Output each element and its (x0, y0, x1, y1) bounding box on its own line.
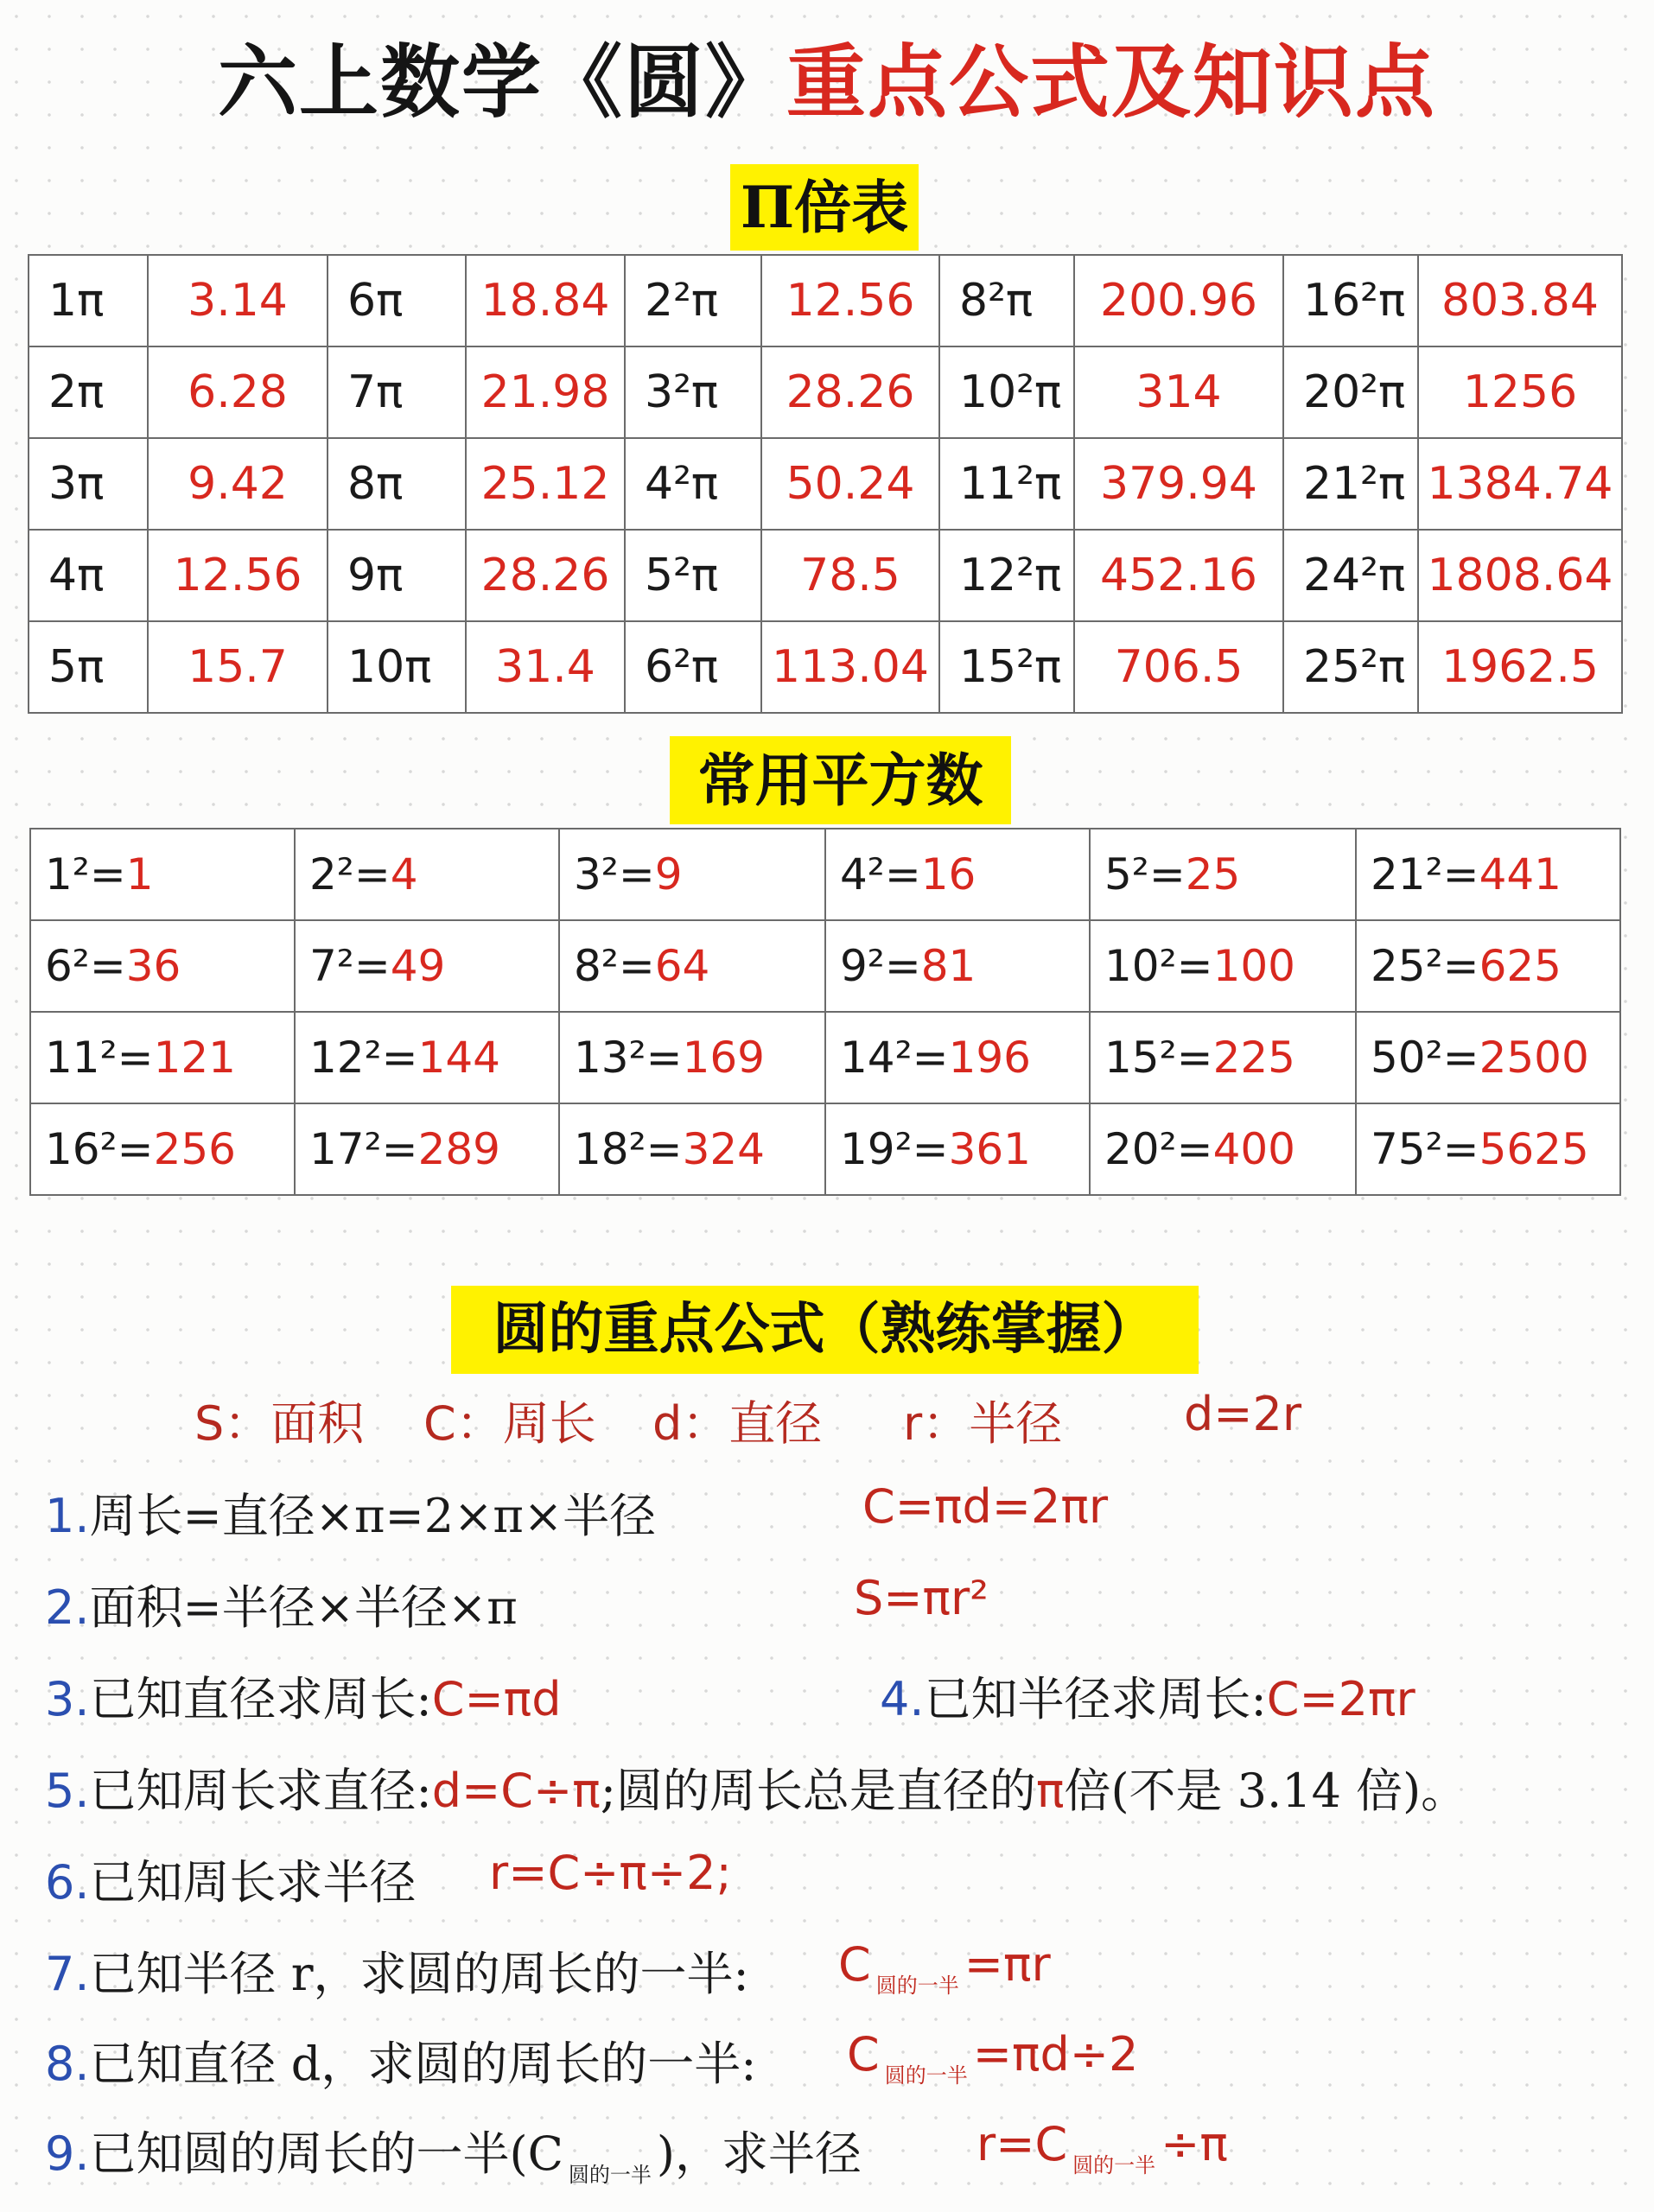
item-text: 已知周长求半径 (89, 1855, 417, 1910)
square-expression: 25²= (1371, 941, 1479, 991)
formula-item-9 (45, 2117, 862, 2188)
square-cell (825, 1012, 1090, 1103)
square-result: 49 (390, 941, 446, 991)
formula-c: C (838, 1937, 871, 1992)
formula-item-3 (45, 1662, 561, 1729)
item-number: 2. (45, 1580, 90, 1635)
legend-circumference: C：周长 (423, 1396, 596, 1451)
square-cell (559, 1103, 825, 1195)
square-result: 324 (682, 1124, 765, 1174)
legend-d-equals-2r: d=2r (1184, 1387, 1302, 1441)
pi-table-row (29, 346, 1622, 438)
pi-expression-cell: 20²π (1283, 346, 1418, 438)
page-title (0, 19, 1654, 133)
pi-table-row (29, 621, 1622, 713)
item-number: 1. (45, 1489, 90, 1543)
pi-value-cell: 803.84 (1418, 255, 1622, 346)
square-cell (30, 829, 295, 920)
pi-table-heading: Π倍表 (730, 164, 919, 251)
square-expression: 7²= (309, 941, 391, 991)
pi-value-cell: 12.56 (761, 255, 939, 346)
pi-value-cell: 9.42 (148, 438, 328, 530)
item-note: ;圆的周长总是直径的 (600, 1764, 1036, 1818)
pi-expression-cell: 5²π (625, 530, 761, 621)
item-number: 4. (880, 1672, 925, 1726)
pi-expression-cell: 21²π (1283, 438, 1418, 530)
square-result: 361 (948, 1124, 1031, 1174)
item-text: 已知半径 r，求圆的周长的一半: (89, 1947, 749, 2001)
square-cell (1356, 829, 1620, 920)
item-text: 已知半径求周长: (924, 1672, 1267, 1726)
square-expression: 11²= (45, 1033, 154, 1083)
square-expression: 19²= (840, 1124, 949, 1174)
pi-value-cell: 3.14 (148, 255, 328, 346)
legend-radius: r：半径 (903, 1396, 1063, 1451)
pi-value-cell: 1808.64 (1418, 530, 1622, 621)
pi-table-row (29, 438, 1622, 530)
formula-r-equals-c: r=C (976, 2117, 1068, 2171)
formula-item-2-expression: S=πr² (854, 1571, 989, 1625)
pi-expression-cell: 4π (29, 530, 148, 621)
subscript-half-circle: 圆的一半 (568, 2163, 652, 2187)
square-cell (559, 920, 825, 1012)
formula-rest: ÷π (1161, 2117, 1228, 2171)
pi-expression-cell: 8π (328, 438, 466, 530)
square-expression: 50²= (1371, 1033, 1479, 1083)
square-result: 2500 (1479, 1033, 1589, 1083)
formula-item-8-expression (847, 2027, 1138, 2088)
square-result: 4 (390, 849, 418, 899)
square-expression: 16²= (45, 1124, 154, 1174)
title-black-part: 六上数学《圆》 (217, 35, 786, 129)
square-result: 1 (125, 849, 154, 899)
item-text: 已知周长求直径: (89, 1764, 432, 1818)
pi-expression-cell: 24²π (1283, 530, 1418, 621)
formula-item-6-expression: r=C÷π÷2; (489, 1846, 732, 1900)
square-expression: 10²= (1104, 941, 1213, 991)
formula-heading: 圆的重点公式（熟练掌握） (451, 1286, 1199, 1374)
square-expression: 13²= (574, 1033, 683, 1083)
square-cell (30, 1012, 295, 1103)
pi-expression-cell: 2²π (625, 255, 761, 346)
formula-item-7 (45, 1937, 749, 2004)
item-number: 9. (45, 2126, 90, 2181)
square-cell (1090, 829, 1356, 920)
squares-table-row (30, 1012, 1620, 1103)
item-text: 已知圆的周长的一半(C (89, 2126, 563, 2181)
square-expression: 12²= (309, 1033, 418, 1083)
pi-expression-cell: 6π (328, 255, 466, 346)
title-red-part: 重点公式及知识点 (786, 35, 1437, 129)
pi-value-cell: 12.56 (148, 530, 328, 621)
square-expression: 3²= (574, 849, 655, 899)
item-text-end: )，求半径 (656, 2126, 862, 2181)
pi-value-cell: 1256 (1418, 346, 1622, 438)
pi-value-cell: 452.16 (1074, 530, 1283, 621)
pi-expression-cell: 3²π (625, 346, 761, 438)
item-number: 3. (45, 1672, 90, 1726)
square-expression: 8²= (574, 941, 655, 991)
square-result: 100 (1212, 941, 1295, 991)
legend-diameter: d：直径 (652, 1396, 823, 1451)
common-squares-table (29, 828, 1621, 1196)
pi-expression-cell: 8²π (939, 255, 1074, 346)
square-result: 196 (948, 1033, 1031, 1083)
square-expression: 4²= (840, 849, 921, 899)
item-text: 周长=直径×π=2×π×半径 (89, 1489, 657, 1543)
item-text: 已知直径求周长: (89, 1672, 432, 1726)
square-cell (295, 1103, 559, 1195)
pi-value-cell: 28.26 (466, 530, 625, 621)
square-expression: 20²= (1104, 1124, 1213, 1174)
pi-expression-cell: 3π (29, 438, 148, 530)
square-cell (1356, 1012, 1620, 1103)
square-cell (559, 829, 825, 920)
square-cell (295, 829, 559, 920)
item-formula: C=πd (431, 1672, 562, 1726)
square-result: 36 (125, 941, 181, 991)
squares-table-heading: 常用平方数 (670, 736, 1011, 824)
square-result: 289 (417, 1124, 500, 1174)
pi-value-cell: 31.4 (466, 621, 625, 713)
square-expression: 9²= (840, 941, 921, 991)
formula-item-1-expression: C=πd=2πr (862, 1479, 1109, 1534)
pi-expression-cell: 25²π (1283, 621, 1418, 713)
formula-c: C (847, 2027, 880, 2082)
squares-table-row (30, 1103, 1620, 1195)
item-number: 6. (45, 1855, 90, 1910)
square-cell (825, 920, 1090, 1012)
square-result: 121 (153, 1033, 236, 1083)
square-cell (1090, 1103, 1356, 1195)
formula-item-6 (45, 1846, 417, 1912)
pi-expression-cell: 16²π (1283, 255, 1418, 346)
formula-item-1 (45, 1479, 656, 1546)
item-text: 面积=半径×半径×π (89, 1580, 518, 1635)
item-formula: d=C÷π (431, 1764, 601, 1818)
subscript-half-circle: 圆的一半 (875, 1974, 959, 1998)
pi-table-row (29, 255, 1622, 346)
square-result: 144 (417, 1033, 500, 1083)
formula-item-2 (45, 1571, 518, 1637)
square-expression: 18²= (574, 1124, 683, 1174)
pi-expression-cell: 10π (328, 621, 466, 713)
pi-value-cell: 50.24 (761, 438, 939, 530)
square-cell (825, 829, 1090, 920)
square-expression: 14²= (840, 1033, 949, 1083)
pi-value-cell: 1962.5 (1418, 621, 1622, 713)
pi-expression-cell: 7π (328, 346, 466, 438)
square-result: 441 (1479, 849, 1562, 899)
pi-expression-cell: 1π (29, 255, 148, 346)
item-text: 已知直径 d，求圆的周长的一半: (89, 2037, 757, 2091)
pi-table-row (29, 530, 1622, 621)
pi-value-cell: 18.84 (466, 255, 625, 346)
item-note-end: 倍(不是 3.14 倍)。 (1064, 1764, 1468, 1818)
pi-expression-cell: 15²π (939, 621, 1074, 713)
item-number: 8. (45, 2037, 90, 2091)
square-expression: 2²= (309, 849, 391, 899)
square-result: 9 (654, 849, 683, 899)
formula-item-5 (45, 1754, 1467, 1821)
pi-multiples-table (28, 254, 1623, 714)
pi-value-cell: 314 (1074, 346, 1283, 438)
pi-expression-cell: 10²π (939, 346, 1074, 438)
subscript-half-circle: 圆的一半 (1072, 2153, 1156, 2177)
square-result: 16 (920, 849, 976, 899)
formula-rest: =πd÷2 (972, 2027, 1139, 2082)
square-cell (1356, 1103, 1620, 1195)
formula-rest: =πr (964, 1937, 1051, 1992)
formula-item-4 (880, 1662, 1415, 1729)
square-result: 625 (1479, 941, 1562, 991)
formula-item-8 (45, 2027, 756, 2094)
pi-value-cell: 21.98 (466, 346, 625, 438)
square-cell (559, 1012, 825, 1103)
square-cell (295, 1012, 559, 1103)
formula-item-7-expression (838, 1937, 1051, 1999)
square-expression: 21²= (1371, 849, 1479, 899)
pi-value-cell: 1384.74 (1418, 438, 1622, 530)
squares-table-row (30, 920, 1620, 1012)
square-expression: 1²= (45, 849, 126, 899)
square-result: 81 (920, 941, 976, 991)
pi-value-cell: 25.12 (466, 438, 625, 530)
square-result: 256 (153, 1124, 236, 1174)
square-cell (30, 920, 295, 1012)
square-cell (30, 1103, 295, 1195)
pi-expression-cell: 12²π (939, 530, 1074, 621)
square-result: 400 (1212, 1124, 1295, 1174)
item-formula: C=2πr (1266, 1672, 1415, 1726)
square-expression: 17²= (309, 1124, 418, 1174)
item-number: 5. (45, 1764, 90, 1818)
pi-expression-cell: 9π (328, 530, 466, 621)
square-result: 169 (682, 1033, 765, 1083)
item-number: 7. (45, 1947, 90, 2001)
square-expression: 5²= (1104, 849, 1186, 899)
square-cell (825, 1103, 1090, 1195)
pi-value-cell: 113.04 (761, 621, 939, 713)
square-expression: 75²= (1371, 1124, 1479, 1174)
pi-expression-cell: 5π (29, 621, 148, 713)
square-cell (295, 920, 559, 1012)
square-result: 64 (654, 941, 710, 991)
pi-expression-cell: 2π (29, 346, 148, 438)
square-expression: 15²= (1104, 1033, 1213, 1083)
square-result: 5625 (1479, 1124, 1589, 1174)
pi-value-cell: 28.26 (761, 346, 939, 438)
pi-expression-cell: 4²π (625, 438, 761, 530)
square-result: 25 (1185, 849, 1241, 899)
square-expression: 6²= (45, 941, 126, 991)
pi-value-cell: 200.96 (1074, 255, 1283, 346)
pi-expression-cell: 6²π (625, 621, 761, 713)
square-result: 225 (1212, 1033, 1295, 1083)
pi-expression-cell: 11²π (939, 438, 1074, 530)
formula-item-9-expression (976, 2117, 1228, 2178)
squares-table-row (30, 829, 1620, 920)
square-cell (1090, 920, 1356, 1012)
subscript-half-circle: 圆的一半 (884, 2063, 968, 2088)
square-cell (1090, 1012, 1356, 1103)
pi-value-cell: 15.7 (148, 621, 328, 713)
pi-value-cell: 6.28 (148, 346, 328, 438)
legend-area: S：面积 (194, 1396, 365, 1451)
pi-value-cell: 78.5 (761, 530, 939, 621)
pi-value-cell: 379.94 (1074, 438, 1283, 530)
square-cell (1356, 920, 1620, 1012)
pi-symbol: π (1035, 1764, 1065, 1818)
pi-value-cell: 706.5 (1074, 621, 1283, 713)
